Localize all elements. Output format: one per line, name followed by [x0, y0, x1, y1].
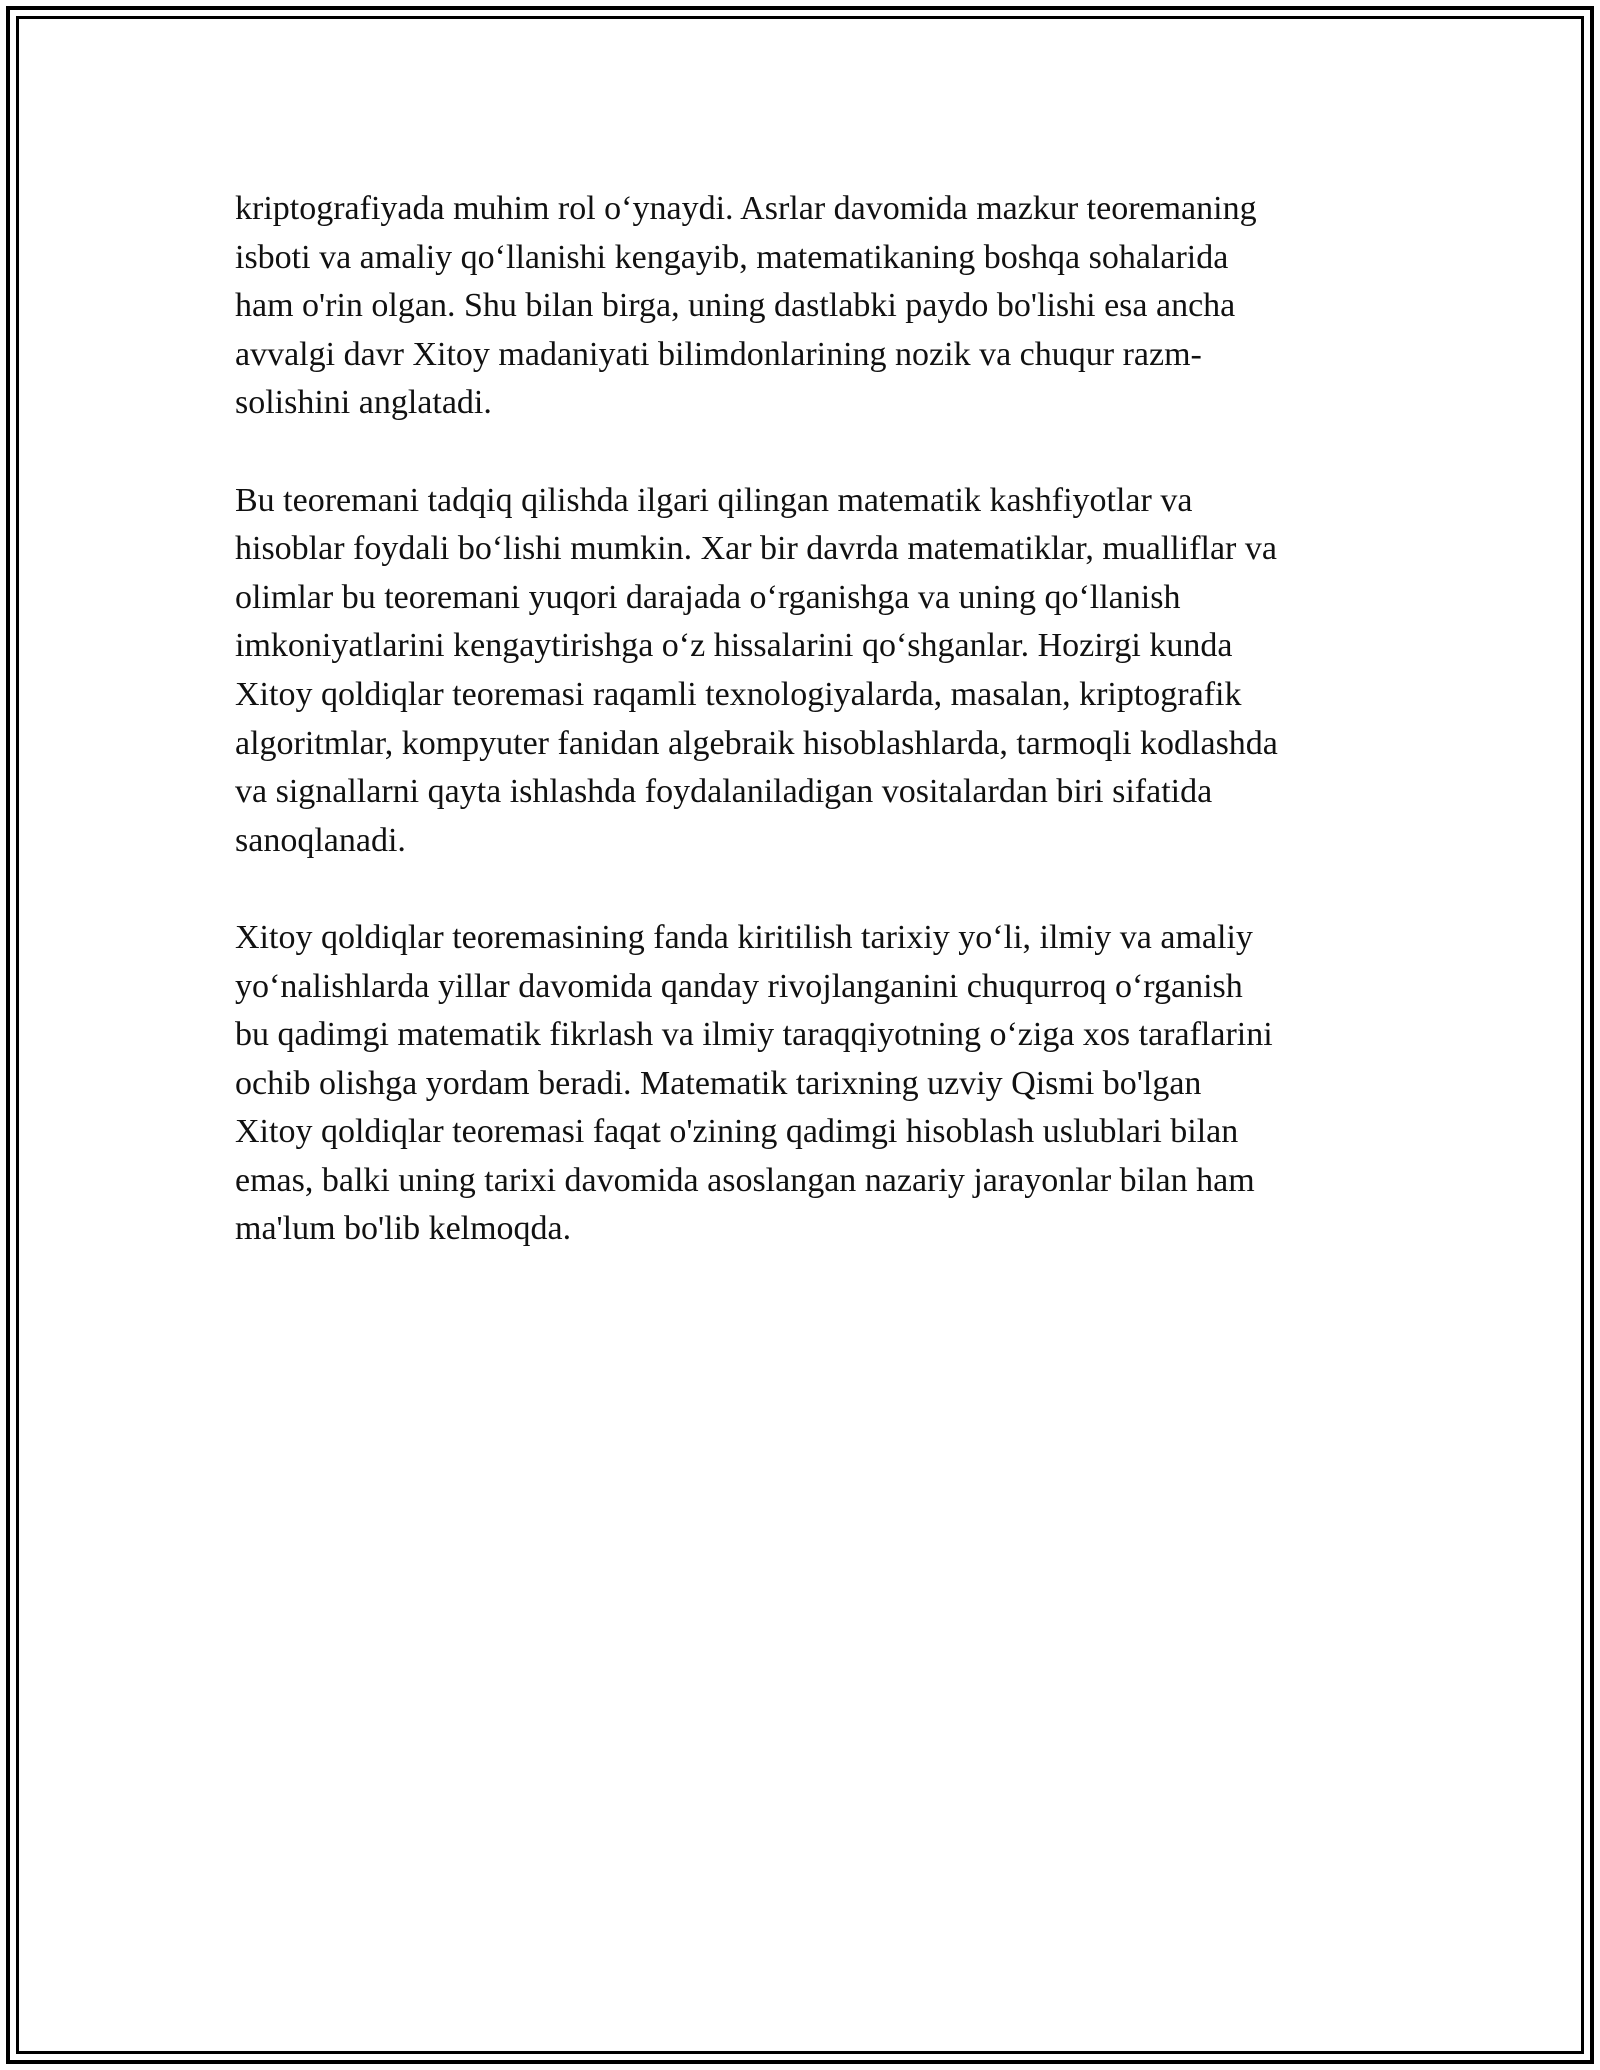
text-line: Xitoy qoldiqlar teoremasi faqat o'zining qadimgi hisoblash uslublari bilan — [235, 1113, 1239, 1151]
text-line: ham o'rin olgan. Shu bilan birga, uning dastlabki paydo bo'lishi esa ancha — [235, 287, 1236, 325]
text-line: olimlar bu teoremani yuqori darajada o‘rganishga va uning qo‘llanish — [235, 578, 1181, 616]
paragraph-1 — [235, 185, 1375, 428]
text-line: avvalgi davr Xitoy madaniyati bilimdonlarining nozik va chuqur razm- — [235, 335, 1202, 373]
text-line: kriptografiyada muhim rol o‘ynaydi. Asrlar davomida mazkur teoremaning — [235, 190, 1257, 227]
text-line: Xitoy qoldiqlar teoremasining fanda kiritilish tarixiy yo‘li, ilmiy va amaliy — [235, 918, 1253, 956]
text-line: ochib olishga yordam beradi. Matematik tarixning uzviy Qismi bo'lgan — [235, 1064, 1202, 1102]
paragraph-3 — [235, 914, 1375, 1254]
text-line: imkoniyatlarini kengaytirishga o‘z hissalarini qo‘shganlar. Hozirgi kunda — [235, 627, 1233, 665]
text-line: sanoqlanadi. — [235, 821, 406, 859]
text-line: hisoblar foydali bo‘lishi mumkin. Xar bir davrda matematiklar, mualliflar va — [235, 530, 1277, 568]
text-line: bu qadimgi matematik fikrlash va ilmiy taraqqiyotning o‘ziga xos taraflarini — [235, 1016, 1273, 1054]
text-line: emas, balki uning tarixi davomida asoslangan nazariy jarayonlar bilan ham — [235, 1161, 1255, 1199]
text-line: ma'lum bo'lib kelmoqda. — [235, 1210, 572, 1248]
text-line: va signallarni qayta ishlashda foydalaniladigan vositalardan biri sifatida — [235, 773, 1213, 811]
text-line: Bu teoremani tadqiq qilishda ilgari qilingan matematik kashfiyotlar va — [235, 481, 1193, 519]
text-line: solishini anglatadi. — [235, 384, 492, 422]
text-line: yo‘nalishlarda yillar davomida qanday rivojlanganini chuqurroq o‘rganish — [235, 967, 1243, 1005]
paragraph-2 — [235, 477, 1375, 866]
text-line: isboti va amaliy qo‘llanishi kengayib, matematikaning boshqa sohalarida — [235, 238, 1229, 276]
text-line: algoritmlar, kompyuter fanidan algebraik hisoblashlarda, tarmoqli kodlashda — [235, 724, 1278, 762]
text-line: Xitoy qoldiqlar teoremasi raqamli texnologiyalarda, masalan, kriptografik — [235, 675, 1242, 713]
document-body — [235, 185, 1375, 1303]
